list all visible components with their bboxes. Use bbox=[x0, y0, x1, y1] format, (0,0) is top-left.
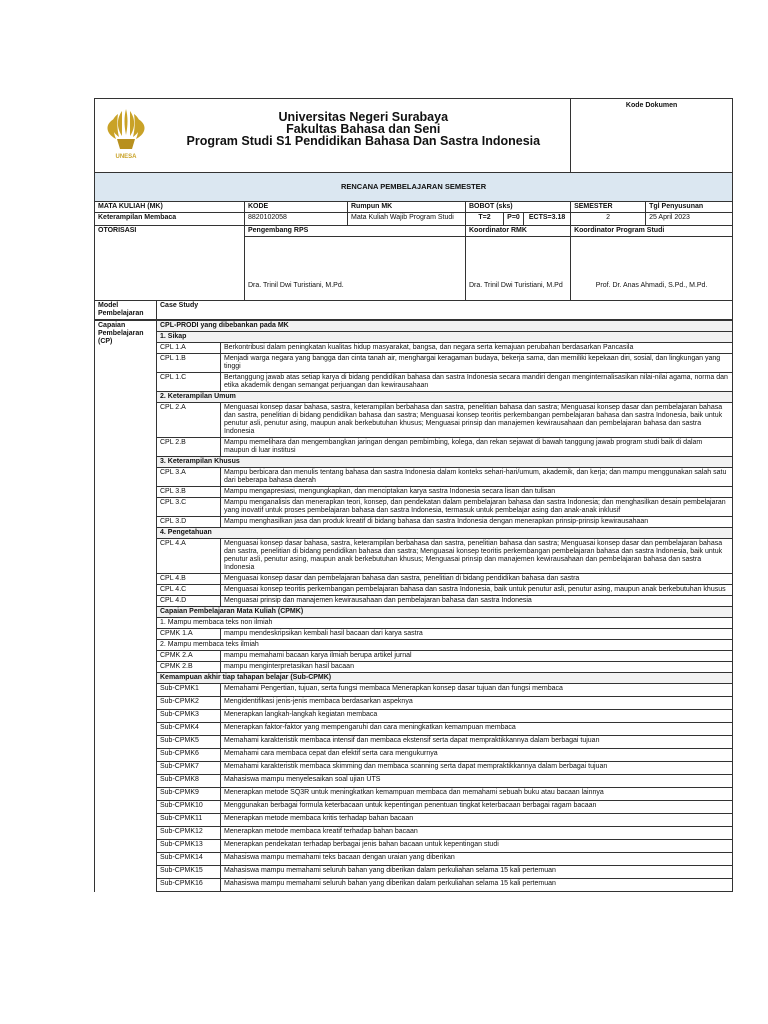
cpmk-item-row bbox=[95, 629, 733, 640]
sub-cpmk-item-text: Menerapkan metode SQ3R untuk meningkatkan kemampuan membaca dan memahami sebuah buku atau bacaan lainnya bbox=[221, 788, 733, 801]
otorisasi-label: OTORISASI bbox=[95, 226, 245, 301]
sub-cpmk-item-code: Sub-CPMK6 bbox=[157, 749, 221, 762]
sub-cpmk-item-row bbox=[95, 762, 733, 775]
bobot-p: P=0 bbox=[504, 213, 524, 226]
cpl-item-row bbox=[95, 574, 733, 585]
cpmk-group-title-row bbox=[95, 618, 733, 629]
sub-cpmk-item-text: Menerapkan metode membaca kritis terhadap bahan bacaan bbox=[221, 814, 733, 827]
cpmk-item-code: CPMK 2.B bbox=[157, 662, 221, 673]
cpl-section-title: 4. Pengetahuan bbox=[157, 528, 733, 539]
rps-document bbox=[94, 98, 732, 1024]
university-name: Universitas Negeri Surabaya bbox=[278, 110, 449, 124]
sub-cpmk-item-code: Sub-CPMK4 bbox=[157, 723, 221, 736]
program-name: Program Studi S1 Pendidikan Bahasa Dan Sastra Indonesia bbox=[186, 134, 541, 148]
sub-cpmk-item-row bbox=[95, 697, 733, 710]
course-semester: 2 bbox=[571, 213, 646, 226]
sub-cpmk-item-code: Sub-CPMK8 bbox=[157, 775, 221, 788]
cpl-item-code: CPL 4.B bbox=[157, 574, 221, 585]
sub-cpmk-item-code: Sub-CPMK16 bbox=[157, 879, 221, 892]
bobot-ects: ECTS=3.18 bbox=[524, 213, 571, 226]
koordinator-prodi-name: Prof. Dr. Anas Ahmadi, S.Pd., M.Pd. bbox=[571, 237, 733, 301]
koordinator-rmk-name: Dra. Trinil Dwi Turistiani, M.Pd bbox=[466, 237, 571, 301]
logo-cell bbox=[95, 99, 157, 173]
cpl-item-code: CPL 1.A bbox=[157, 343, 221, 354]
sub-cpmk-item-code: Sub-CPMK11 bbox=[157, 814, 221, 827]
h-tgl-penyusunan: Tgl Penyusunan bbox=[646, 202, 733, 213]
sub-cpmk-item-text: Memahami karakteristik membaca skimming dan membaca scanning serta dapat mempraktikkannya dalam berbagai tujuan bbox=[221, 762, 733, 775]
doc-code-label: Kode Dokumen bbox=[625, 102, 678, 109]
sub-cpmk-item-row bbox=[95, 749, 733, 762]
sub-cpmk-item-text: Mahasiswa mampu memahami teks bacaan dengan uraian yang diberikan bbox=[221, 853, 733, 866]
sub-cpmk-item-text: Mahasiswa mampu memahami seluruh bahan yang diberikan dalam perkuliahan selama 15 kali pertemuan bbox=[221, 879, 733, 892]
cpl-section-title-row bbox=[95, 528, 733, 539]
cpl-item-text: Mampu memelihara dan mengembangkan jaringan dengan pembimbing, kolega, dan rekan sejawat di bawah tanggung jawab program studi baik di dalam maupun di luar institusi bbox=[221, 438, 733, 457]
cpmk-item-code: CPMK 2.A bbox=[157, 651, 221, 662]
cpl-item-text: Mampu menghasilkan jasa dan produk kreatif di bidang bahasa dan sastra Indonesia dengan menerapkan prinsip-prinsip kewirausahaan bbox=[221, 517, 733, 528]
cpl-item-text: Bertanggung jawab atas setiap karya di bidang pendidikan bahasa dan sastra Indonesia secara mandiri dengan menginternalisasikan nilai-nilai agama, norma dan etika akademik dengan semangat perjuangan dan kewirausahaan bbox=[221, 373, 733, 392]
model-value: Case Study bbox=[157, 301, 733, 320]
pengembang-name: Dra. Trinil Dwi Turistiani, M.Pd. bbox=[245, 237, 466, 301]
cpl-item-text: Menjadi warga negara yang bangga dan cinta tanah air, menghargai keragaman budaya, bekerja sama, dan memiliki kepekaan diri, sosial, dan lingkungan yang tinggi bbox=[221, 354, 733, 373]
sub-cpmk-item-row bbox=[95, 866, 733, 879]
cpl-item-code: CPL 4.D bbox=[157, 596, 221, 607]
cpl-item-text: Berkontribusi dalam peningkatan kualitas hidup masyarakat, bangsa, dan negara serta kemajuan perubahan berdasarkan Pancasila bbox=[221, 343, 733, 354]
cpl-item-code: CPL 3.B bbox=[157, 487, 221, 498]
cpmk-item-row bbox=[95, 662, 733, 673]
sub-cpmk-item-row bbox=[95, 879, 733, 892]
h-koordinator-rmk: Koordinator RMK bbox=[466, 226, 571, 237]
cpl-section-title-row bbox=[95, 392, 733, 403]
h-pengembang: Pengembang RPS bbox=[245, 226, 466, 237]
cpl-item-row bbox=[95, 487, 733, 498]
sub-cpmk-item-row bbox=[95, 840, 733, 853]
cpl-section-title-row bbox=[95, 457, 733, 468]
sub-cpmk-item-code: Sub-CPMK15 bbox=[157, 866, 221, 879]
cpl-item-row bbox=[95, 585, 733, 596]
sub-cpmk-item-text: Memahami Pengertian, tujuan, serta fungsi membaca Menerapkan konsep dasar tujuan dan fungsi membaca bbox=[221, 684, 733, 697]
cpl-item-row bbox=[95, 354, 733, 373]
cpl-item-row bbox=[95, 517, 733, 528]
cpl-section-title-row bbox=[95, 332, 733, 343]
doc-code-cell bbox=[571, 99, 733, 173]
sub-cpmk-item-text: Memahami cara membaca cepat dan efektif serta cara mengukurnya bbox=[221, 749, 733, 762]
sub-cpmk-heading: Kemampuan akhir tiap tahapan belajar (Sub-CPMK) bbox=[157, 673, 733, 684]
bobot-t: T=2 bbox=[466, 213, 504, 226]
cpl-item-text: Menguasai konsep dasar dan pembelajaran bahasa dan sastra, penelitian di bidang pendidikan bahasa dan sastra bbox=[221, 574, 733, 585]
cpl-section-title: 1. Sikap bbox=[157, 332, 733, 343]
cpl-item-code: CPL 4.A bbox=[157, 539, 221, 574]
cpl-item-text: Mampu berbicara dan menulis tentang bahasa dan sastra Indonesia dalam konteks sehari-hari/umum, akademik, dan kerja; dan mampu menggunakan salah satu dari beberapa bahasa daerah bbox=[221, 468, 733, 487]
cpl-item-text: Menguasai konsep teoritis perkembangan pembelajaran bahasa dan sastra Indonesia, baik untuk penutur asli, penutur asing, maupun anak berkebutuhan khusus bbox=[221, 585, 733, 596]
institution-title bbox=[157, 99, 571, 173]
sub-cpmk-item-row bbox=[95, 853, 733, 866]
sub-cpmk-item-row bbox=[95, 710, 733, 723]
sub-cpmk-item-code: Sub-CPMK2 bbox=[157, 697, 221, 710]
cpl-item-code: CPL 1.C bbox=[157, 373, 221, 392]
cpl-item-row bbox=[95, 438, 733, 457]
cp-label: Capaian Pembelajaran (CP) bbox=[95, 321, 157, 892]
cp-table bbox=[94, 320, 733, 892]
cpl-item-code: CPL 3.C bbox=[157, 498, 221, 517]
cpl-item-row bbox=[95, 403, 733, 438]
sub-cpmk-item-text: Menerapkan metode membaca kreatif terhadap bahan bacaan bbox=[221, 827, 733, 840]
sub-cpmk-item-row bbox=[95, 775, 733, 788]
sub-cpmk-item-row bbox=[95, 723, 733, 736]
rps-header-table bbox=[94, 98, 733, 320]
rps-title: RENCANA PEMBELAJARAN SEMESTER bbox=[95, 173, 733, 202]
cpmk-item-text: mampu memahami bacaan karya ilmiah berupa artikel jurnal bbox=[221, 651, 733, 662]
cpmk-group-title: 1. Mampu membaca teks non ilmiah bbox=[157, 618, 733, 629]
sub-cpmk-item-code: Sub-CPMK5 bbox=[157, 736, 221, 749]
model-label: Model Pembelajaran bbox=[95, 301, 157, 320]
sub-cpmk-item-code: Sub-CPMK12 bbox=[157, 827, 221, 840]
cpl-item-row bbox=[95, 596, 733, 607]
h-kode: KODE bbox=[245, 202, 348, 213]
cpl-item-code: CPL 4.C bbox=[157, 585, 221, 596]
cpmk-item-text: mampu mendeskripsikan kembali hasil bacaan dari karya sastra bbox=[221, 629, 733, 640]
sub-cpmk-item-row bbox=[95, 827, 733, 840]
sub-cpmk-item-row bbox=[95, 736, 733, 749]
sub-cpmk-item-row bbox=[95, 814, 733, 827]
cpl-section-title: 3. Keterampilan Khusus bbox=[157, 457, 733, 468]
faculty-name: Fakultas Bahasa dan Seni bbox=[286, 122, 441, 136]
cpl-item-code: CPL 1.B bbox=[157, 354, 221, 373]
sub-cpmk-item-text: Menggunakan berbagai formula keterbacaan untuk kepentingan penentuan tingkat keterbacaan berbagai ragam bacaan bbox=[221, 801, 733, 814]
course-code: 8820102058 bbox=[245, 213, 348, 226]
h-mata-kuliah: MATA KULIAH (MK) bbox=[95, 202, 245, 213]
sub-cpmk-heading-row bbox=[95, 673, 733, 684]
sub-cpmk-item-code: Sub-CPMK13 bbox=[157, 840, 221, 853]
course-rumpun: Mata Kuliah Wajib Program Studi bbox=[348, 213, 466, 226]
sub-cpmk-item-text: Menerapkan pendekatan terhadap berbagai jenis bahan bacaan untuk kepentingan studi bbox=[221, 840, 733, 853]
cpl-item-text: Mampu mengapresiasi, mengungkapkan, dan menciptakan karya sastra Indonesia secara lisan dan tulisan bbox=[221, 487, 733, 498]
cpl-item-row bbox=[95, 373, 733, 392]
h-rumpun: Rumpun MK bbox=[348, 202, 466, 213]
cpmk-item-text: mampu menginterpretasikan hasil bacaan bbox=[221, 662, 733, 673]
sub-cpmk-item-text: Mahasiswa mampu menyelesaikan soal ujian UTS bbox=[221, 775, 733, 788]
sub-cpmk-item-row bbox=[95, 684, 733, 697]
sub-cpmk-item-code: Sub-CPMK14 bbox=[157, 853, 221, 866]
sub-cpmk-item-code: Sub-CPMK3 bbox=[157, 710, 221, 723]
sub-cpmk-item-text: Menerapkan langkah-langkah kegiatan membaca bbox=[221, 710, 733, 723]
cpl-item-code: CPL 3.A bbox=[157, 468, 221, 487]
cpmk-group-title-row bbox=[95, 640, 733, 651]
cpl-heading-row bbox=[95, 321, 733, 332]
cpl-item-text: Mampu menganalisis dan menerapkan teori, konsep, dan pendekatan dalam pembelajaran bahasa dan sastra Indonesia; dan menghasilkan desain pembelajaran yang inovatif untuk proses pembelajaran bahasa dan sastra Indonesia, termasuk untuk pembelajar asing dan anak-anak inklusif bbox=[221, 498, 733, 517]
h-koordinator-prodi: Koordinator Program Studi bbox=[571, 226, 733, 237]
cpl-item-row bbox=[95, 498, 733, 517]
logo-text: UNESA bbox=[115, 154, 137, 160]
cpl-item-text: Menguasai konsep dasar bahasa, sastra, keterampilan berbahasa dan sastra, penelitian bahasa dan sastra; Menguasai konsep dasar dan pembelajaran bahasa dan sastra, penelitian di bidang pendidikan bahasa dan sastra; Menguasai konsep teoritis perkembangan pembelajaran bahasa dan sastra Indonesia, baik untuk penutur asli, penutur asing, maupun anak berkebutuhan khusus; Menguasai prinsip dan manajemen kewirausahaan dan pembelajaran bahasa dan sastra Indonesia bbox=[221, 403, 733, 438]
cpl-item-row bbox=[95, 343, 733, 354]
cpl-section-title: 2. Keterampilan Umum bbox=[157, 392, 733, 403]
cpl-item-row bbox=[95, 539, 733, 574]
h-semester: SEMESTER bbox=[571, 202, 646, 213]
sub-cpmk-item-text: Mengidentifikasi jenis-jenis membaca berdasarkan aspeknya bbox=[221, 697, 733, 710]
sub-cpmk-item-text: Memahami karakteristik membaca intensif dan membaca ekstensif serta dapat mempraktikkannya dalam berbagai tujuan bbox=[221, 736, 733, 749]
cpl-item-text: Menguasai prinsip dan manajemen kewirausahaan dan pembelajaran bahasa dan sastra Indonesia bbox=[221, 596, 733, 607]
cpl-item-row bbox=[95, 468, 733, 487]
sub-cpmk-item-text: Menerapkan faktor-faktor yang mempengaruhi dan cara meningkatkan kemampuan membaca bbox=[221, 723, 733, 736]
cpmk-heading: Capaian Pembelajaran Mata Kuliah (CPMK) bbox=[157, 607, 733, 618]
cpmk-item-row bbox=[95, 651, 733, 662]
cpl-item-code: CPL 3.D bbox=[157, 517, 221, 528]
cpl-heading: CPL-PRODI yang dibebankan pada MK bbox=[157, 321, 733, 332]
sub-cpmk-item-code: Sub-CPMK1 bbox=[157, 684, 221, 697]
course-date: 25 April 2023 bbox=[646, 213, 733, 226]
sub-cpmk-item-code: Sub-CPMK7 bbox=[157, 762, 221, 775]
cpmk-item-code: CPMK 1.A bbox=[157, 629, 221, 640]
cpl-item-code: CPL 2.B bbox=[157, 438, 221, 457]
sub-cpmk-item-row bbox=[95, 801, 733, 814]
cpmk-group-title: 2. Mampu membaca teks ilmiah bbox=[157, 640, 733, 651]
sub-cpmk-item-text: Mahasiswa mampu memahami seluruh bahan yang diberikan dalam perkuliahan selama 15 kali pertemuan bbox=[221, 866, 733, 879]
sub-cpmk-item-row bbox=[95, 788, 733, 801]
sub-cpmk-item-code: Sub-CPMK9 bbox=[157, 788, 221, 801]
unesa-logo-icon bbox=[95, 101, 157, 161]
h-bobot: BOBOT (sks) bbox=[466, 202, 571, 213]
cpmk-heading-row bbox=[95, 607, 733, 618]
cpl-item-text: Menguasai konsep dasar bahasa, sastra, keterampilan berbahasa dan sastra, penelitian bahasa dan sastra; Menguasai konsep dasar dan pembelajaran bahasa dan sastra, penelitian di bidang pendidikan bahasa dan sastra; Menguasai konsep teoritis perkembangan pembelajaran bahasa dan sastra Indonesia, baik untuk penutur asli, penutur asing, maupun anak berkebutuhan khusus; Menguasai prinsip dan manajemen kewirausahaan dan pembelajaran bahasa dan sastra Indonesia bbox=[221, 539, 733, 574]
sub-cpmk-item-code: Sub-CPMK10 bbox=[157, 801, 221, 814]
cpl-item-code: CPL 2.A bbox=[157, 403, 221, 438]
course-name: Keterampilan Membaca bbox=[95, 213, 245, 226]
